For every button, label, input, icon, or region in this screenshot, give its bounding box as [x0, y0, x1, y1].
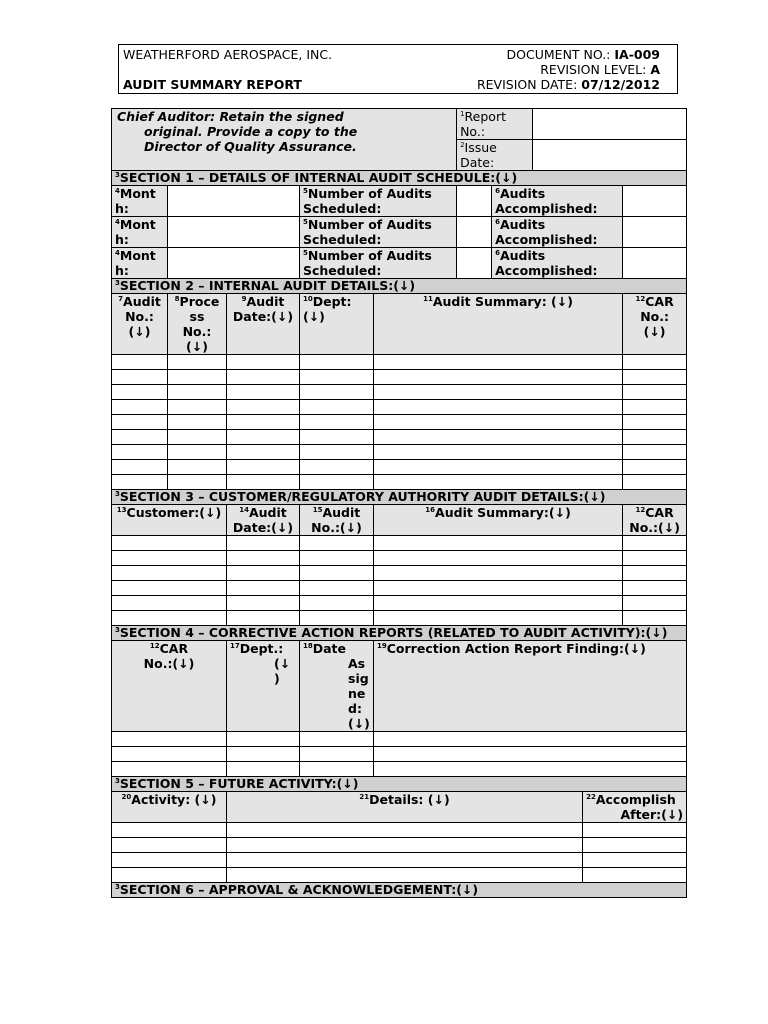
month-label: $^4$Mont h:	[112, 186, 168, 217]
cell[interactable]	[623, 581, 687, 596]
cell[interactable]	[227, 415, 300, 430]
cell[interactable]	[227, 823, 583, 838]
cell[interactable]	[623, 475, 687, 490]
report-no-field[interactable]	[533, 109, 687, 140]
cell[interactable]	[300, 566, 374, 581]
month-field[interactable]	[168, 217, 300, 248]
cell[interactable]	[300, 581, 374, 596]
table-row	[112, 551, 687, 566]
report-no-label: $^1$Report No.:	[457, 109, 533, 140]
cell[interactable]	[227, 355, 300, 370]
cell[interactable]	[623, 566, 687, 581]
table-row	[112, 400, 687, 415]
cell[interactable]	[374, 596, 623, 611]
cell[interactable]	[227, 385, 300, 400]
cell[interactable]	[374, 566, 623, 581]
cell[interactable]	[227, 611, 300, 626]
cell[interactable]	[112, 475, 168, 490]
cell[interactable]	[112, 732, 227, 747]
cell[interactable]	[227, 551, 300, 566]
cell[interactable]	[374, 445, 623, 460]
cell[interactable]	[374, 551, 623, 566]
schedule-row	[112, 217, 687, 248]
cell[interactable]	[623, 460, 687, 475]
cell[interactable]	[168, 415, 227, 430]
table-row	[112, 445, 687, 460]
accomplished-label: $^6$Audits Accomplished:	[492, 186, 623, 217]
cell[interactable]	[374, 611, 623, 626]
cell[interactable]	[112, 430, 168, 445]
cell[interactable]	[300, 762, 374, 777]
cell[interactable]	[300, 385, 374, 400]
cell[interactable]	[168, 400, 227, 415]
month-field[interactable]	[168, 248, 300, 279]
table-row	[112, 370, 687, 385]
company-name: WEATHERFORD AEROSPACE, INC.	[123, 47, 333, 62]
col-car-finding: $^{19}$Correction Action Report Finding:(↓)	[374, 641, 687, 732]
col-date-assigned: $^{18}$Date As sig ne d: (↓)	[300, 641, 374, 732]
cell[interactable]	[623, 536, 687, 551]
cell[interactable]	[112, 385, 168, 400]
section-2-header: $^3$SECTION 2 – INTERNAL AUDIT DETAILS:(↓)	[112, 279, 687, 294]
cell[interactable]	[112, 747, 227, 762]
cell[interactable]	[300, 475, 374, 490]
cell[interactable]	[168, 445, 227, 460]
cell[interactable]	[168, 355, 227, 370]
cell[interactable]	[374, 747, 687, 762]
cell[interactable]	[374, 581, 623, 596]
col-car-no: $^{12}$CAR No.:(↓)	[112, 641, 227, 732]
cell[interactable]	[168, 385, 227, 400]
revision-level: REVISION LEVEL: A	[540, 62, 660, 77]
cell[interactable]	[168, 430, 227, 445]
cell[interactable]	[374, 355, 623, 370]
section-4-header: $^3$SECTION 4 – CORRECTIVE ACTION REPORTS (RELATED TO AUDIT ACTIVITY):(↓)	[112, 626, 687, 641]
section-1-header: $^3$SECTION 1 – DETAILS OF INTERNAL AUDIT SCHEDULE:(↓)	[112, 171, 687, 186]
cell[interactable]	[623, 415, 687, 430]
cell[interactable]	[583, 823, 687, 838]
cell[interactable]	[227, 536, 300, 551]
accomplished-field[interactable]	[623, 217, 687, 248]
cell[interactable]	[300, 747, 374, 762]
cell[interactable]	[112, 400, 168, 415]
cell[interactable]	[227, 868, 583, 883]
section-3-header: $^3$SECTION 3 – CUSTOMER/REGULATORY AUTHORITY AUDIT DETAILS:(↓)	[112, 490, 687, 505]
cell[interactable]	[227, 747, 300, 762]
cell[interactable]	[227, 475, 300, 490]
cell[interactable]	[227, 732, 300, 747]
month-label: $^4$Mont h:	[112, 248, 168, 279]
col-customer: $^{13}$Customer:(↓)	[112, 505, 227, 536]
accomplished-field[interactable]	[623, 186, 687, 217]
cell[interactable]	[583, 853, 687, 868]
cell[interactable]	[227, 596, 300, 611]
document-number: DOCUMENT NO.: IA-009	[506, 47, 660, 62]
cell[interactable]	[300, 536, 374, 551]
cell[interactable]	[623, 355, 687, 370]
issue-date-field[interactable]	[533, 140, 687, 171]
cell[interactable]	[227, 581, 300, 596]
table-row	[112, 430, 687, 445]
cell[interactable]	[374, 400, 623, 415]
table-row	[112, 868, 687, 883]
table-row	[112, 611, 687, 626]
cell[interactable]	[374, 370, 623, 385]
cell[interactable]	[623, 430, 687, 445]
section-5-header: $^3$SECTION 5 – FUTURE ACTIVITY:(↓)	[112, 777, 687, 792]
document-header	[118, 44, 678, 94]
cell[interactable]	[374, 762, 687, 777]
cell[interactable]	[112, 566, 227, 581]
col-audit-no: $^{15}$Audit No.:(↓)	[300, 505, 374, 536]
scheduled-field[interactable]	[457, 248, 492, 279]
cell[interactable]	[623, 400, 687, 415]
cell[interactable]	[112, 415, 168, 430]
table-row	[112, 536, 687, 551]
scheduled-field[interactable]	[457, 186, 492, 217]
report-title: AUDIT SUMMARY REPORT	[123, 77, 302, 92]
cell[interactable]	[300, 596, 374, 611]
col-activity: $^{20}$Activity: (↓)	[112, 792, 227, 823]
cell[interactable]	[300, 551, 374, 566]
accomplished-label: $^6$Audits Accomplished:	[492, 217, 623, 248]
col-car-no: $^{12}$CAR No.:(↓)	[623, 505, 687, 536]
col-audit-summary: $^{11}$Audit Summary: (↓)	[374, 294, 623, 355]
col-process-no: $^8$Proce ss No.: (↓)	[168, 294, 227, 355]
table-row	[112, 823, 687, 838]
cell[interactable]	[227, 400, 300, 415]
section-6-header: $^3$SECTION 6 – APPROVAL & ACKNOWLEDGEMENT:(↓)	[112, 883, 687, 898]
col-dept: $^{10}$Dept:(↓)	[300, 294, 374, 355]
cell[interactable]	[374, 536, 623, 551]
table-row	[112, 732, 687, 747]
cell[interactable]	[300, 400, 374, 415]
cell[interactable]	[623, 596, 687, 611]
cell[interactable]	[623, 370, 687, 385]
cell[interactable]	[112, 868, 227, 883]
cell[interactable]	[112, 370, 168, 385]
cell[interactable]	[112, 823, 227, 838]
month-field[interactable]	[168, 186, 300, 217]
scheduled-label: $^5$Number of Audits Scheduled:	[300, 217, 457, 248]
table-row	[112, 355, 687, 370]
col-audit-summary: $^{16}$Audit Summary:(↓)	[374, 505, 623, 536]
issue-date-label: $^2$Issue Date:	[457, 140, 533, 171]
table-row	[112, 385, 687, 400]
cell[interactable]	[374, 415, 623, 430]
cell[interactable]	[300, 445, 374, 460]
schedule-row	[112, 186, 687, 217]
col-audit-no: $^7$Audit No.: (↓)	[112, 294, 168, 355]
cell[interactable]	[374, 430, 623, 445]
cell[interactable]	[300, 732, 374, 747]
table-row	[112, 566, 687, 581]
cell[interactable]	[374, 385, 623, 400]
cell[interactable]	[112, 536, 227, 551]
cell[interactable]	[374, 475, 623, 490]
cell[interactable]	[300, 430, 374, 445]
schedule-row	[112, 248, 687, 279]
cell[interactable]	[227, 762, 300, 777]
cell[interactable]	[168, 475, 227, 490]
cell[interactable]	[112, 838, 227, 853]
cell[interactable]	[300, 611, 374, 626]
col-details: $^{21}$Details: (↓)	[227, 792, 583, 823]
accomplished-label: $^6$Audits Accomplished:	[492, 248, 623, 279]
scheduled-label: $^5$Number of Audits Scheduled:	[300, 248, 457, 279]
cell[interactable]	[112, 445, 168, 460]
cell[interactable]	[623, 551, 687, 566]
table-row	[112, 838, 687, 853]
scheduled-field[interactable]	[457, 217, 492, 248]
cell[interactable]	[300, 460, 374, 475]
cell[interactable]	[227, 430, 300, 445]
cell[interactable]	[168, 370, 227, 385]
col-dept: $^{17}$Dept.: (↓ )	[227, 641, 300, 732]
cell[interactable]	[227, 853, 583, 868]
table-row	[112, 460, 687, 475]
col-car-no: $^{12}$CAR No.: (↓)	[623, 294, 687, 355]
cell[interactable]	[112, 853, 227, 868]
cell[interactable]	[227, 838, 583, 853]
cell[interactable]	[300, 415, 374, 430]
table-row	[112, 415, 687, 430]
scheduled-label: $^5$Number of Audits Scheduled:	[300, 186, 457, 217]
audit-summary-form	[111, 108, 687, 898]
cell[interactable]	[300, 355, 374, 370]
chief-auditor-instructions: Chief Auditor: Retain the signed original. Provide a copy to the Director of Quality Assurance.	[112, 109, 457, 171]
month-label: $^4$Mont h:	[112, 217, 168, 248]
cell[interactable]	[583, 838, 687, 853]
cell[interactable]	[168, 460, 227, 475]
cell[interactable]	[112, 762, 227, 777]
cell[interactable]	[227, 460, 300, 475]
cell[interactable]	[583, 868, 687, 883]
cell[interactable]	[623, 445, 687, 460]
cell[interactable]	[112, 355, 168, 370]
cell[interactable]	[623, 611, 687, 626]
table-row	[112, 747, 687, 762]
cell[interactable]	[374, 460, 623, 475]
table-row	[112, 596, 687, 611]
revision-date: REVISION DATE: 07/12/2012	[476, 77, 660, 92]
table-row	[112, 475, 687, 490]
cell[interactable]	[300, 370, 374, 385]
col-accomplish-after: $^{22}$Accomplish After:(↓)	[583, 792, 687, 823]
cell[interactable]	[227, 566, 300, 581]
cell[interactable]	[227, 445, 300, 460]
cell[interactable]	[112, 460, 168, 475]
table-row	[112, 762, 687, 777]
table-row	[112, 581, 687, 596]
col-audit-date: $^9$Audit Date:(↓)	[227, 294, 300, 355]
col-audit-date: $^{14}$Audit Date:(↓)	[227, 505, 300, 536]
accomplished-field[interactable]	[623, 248, 687, 279]
cell[interactable]	[112, 596, 227, 611]
cell[interactable]	[112, 611, 227, 626]
cell[interactable]	[227, 370, 300, 385]
cell[interactable]	[112, 551, 227, 566]
cell[interactable]	[374, 732, 687, 747]
cell[interactable]	[112, 581, 227, 596]
cell[interactable]	[623, 385, 687, 400]
table-row	[112, 853, 687, 868]
